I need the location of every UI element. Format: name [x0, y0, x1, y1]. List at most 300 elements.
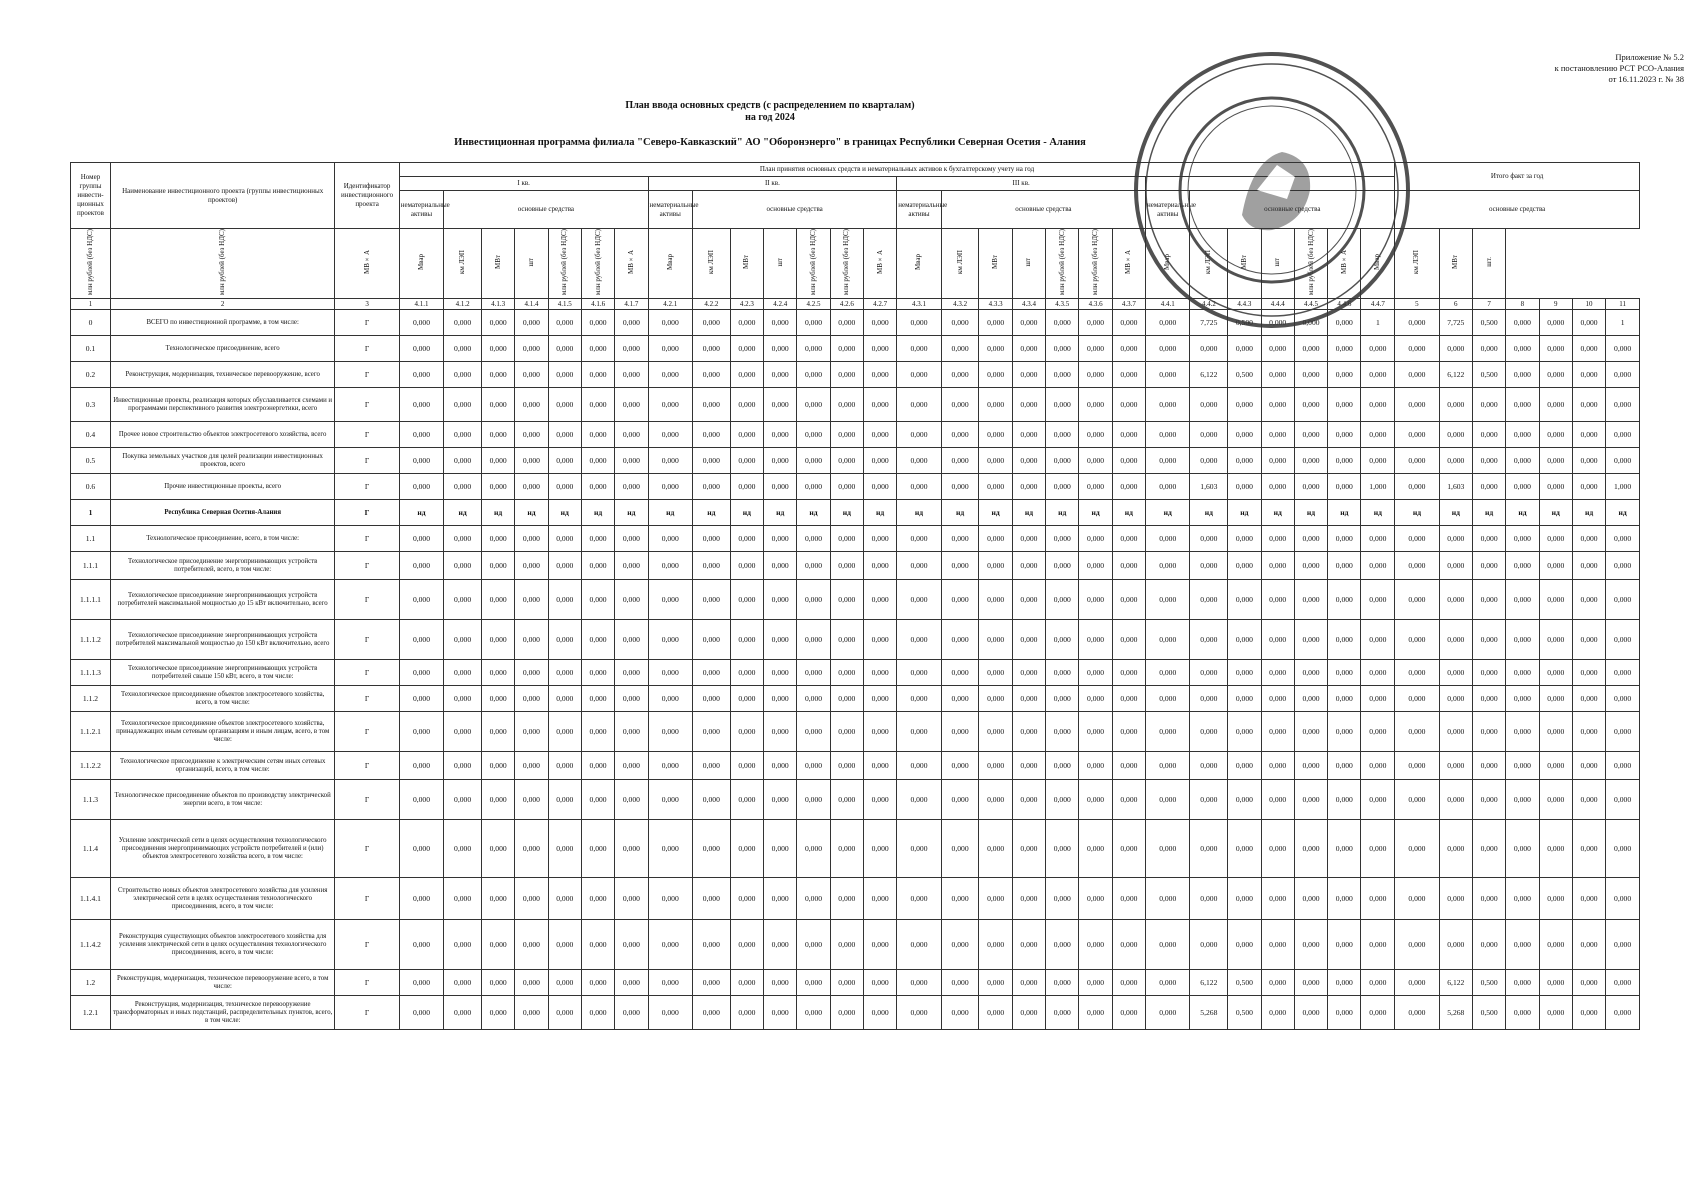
- row-project-name: Республика Северная Осетия-Алания: [110, 500, 334, 526]
- row-value: 0,000: [1361, 780, 1395, 820]
- table-row: [71, 996, 1640, 1030]
- row-value: 0,000: [1261, 448, 1294, 474]
- row-value: нд: [615, 500, 648, 526]
- row-value: 0,000: [615, 752, 648, 780]
- row-value: 0,000: [692, 362, 730, 388]
- row-value: 0,000: [1572, 448, 1605, 474]
- row-value: 0,000: [615, 422, 648, 448]
- row-value: 0,000: [1395, 970, 1439, 996]
- table-row: [71, 336, 1640, 362]
- column-number: 4.3.6: [1079, 299, 1112, 310]
- row-value: 0,000: [941, 780, 979, 820]
- row-value: 0,000: [1294, 686, 1327, 712]
- row-value: 0,000: [648, 752, 692, 780]
- header-unit: [1361, 229, 1395, 299]
- row-value: 0,000: [830, 526, 863, 552]
- header-unit-label: МВ×А: [362, 250, 371, 274]
- header-unit: [1395, 229, 1439, 299]
- row-value: 0,000: [481, 336, 514, 362]
- header-unit: [110, 229, 334, 299]
- row-value: 0,000: [1012, 620, 1045, 660]
- row-value: 0,000: [1228, 448, 1261, 474]
- row-identifier: Г: [335, 920, 399, 970]
- row-number: 1.1.2: [71, 686, 111, 712]
- row-value: 0,000: [481, 362, 514, 388]
- header-unit: [1228, 229, 1261, 299]
- row-value: 0,000: [481, 970, 514, 996]
- row-value: 0,000: [941, 712, 979, 752]
- row-value: 0,000: [648, 920, 692, 970]
- row-value: 0,000: [897, 526, 941, 552]
- row-value: 0,000: [1328, 580, 1361, 620]
- row-value: 0,000: [1079, 448, 1112, 474]
- row-value: 0,000: [615, 996, 648, 1030]
- row-value: 0,000: [581, 920, 614, 970]
- row-value: 0,000: [515, 752, 548, 780]
- row-value: 0,000: [1112, 970, 1145, 996]
- row-number: 1.1.3: [71, 780, 111, 820]
- row-value: 0,000: [1506, 580, 1539, 620]
- investment-table-wrapper: [70, 162, 1640, 1030]
- row-value: 0,000: [615, 660, 648, 686]
- row-value: 0,000: [399, 752, 443, 780]
- row-value: 0,000: [615, 620, 648, 660]
- row-identifier: Г: [335, 474, 399, 500]
- row-value: 0,000: [797, 970, 830, 996]
- row-value: 0,000: [979, 580, 1012, 620]
- row-value: 0,000: [897, 820, 941, 878]
- header-unit-label: МВ×А: [875, 250, 884, 274]
- row-value: 0,000: [1328, 878, 1361, 920]
- row-value: 0,000: [830, 878, 863, 920]
- row-value: 0,000: [615, 336, 648, 362]
- row-value: 0,000: [1112, 526, 1145, 552]
- row-value: 0,000: [1439, 336, 1472, 362]
- column-number: 10: [1572, 299, 1605, 310]
- row-value: 0,000: [764, 920, 797, 970]
- row-value: 0,000: [1294, 310, 1327, 336]
- row-value: 0,000: [648, 336, 692, 362]
- row-identifier: Г: [335, 712, 399, 752]
- row-value: 0,000: [1079, 422, 1112, 448]
- row-value: 0,000: [1046, 996, 1079, 1030]
- row-value: 0,000: [1046, 336, 1079, 362]
- row-value: нд: [1012, 500, 1045, 526]
- row-number: 1.1.1.1: [71, 580, 111, 620]
- row-value: 0,000: [1472, 878, 1505, 920]
- row-value: 0,500: [1472, 310, 1505, 336]
- row-value: 0,000: [941, 920, 979, 970]
- row-value: 0,000: [941, 336, 979, 362]
- header-unit: [648, 229, 692, 299]
- row-value: 0,000: [1439, 878, 1472, 920]
- row-identifier: Г: [335, 552, 399, 580]
- row-value: 0,000: [1112, 996, 1145, 1030]
- row-value: 0,000: [1472, 336, 1505, 362]
- row-value: 0,000: [1146, 660, 1190, 686]
- row-value: 0,000: [615, 448, 648, 474]
- header-unit-label: МВ×А: [1124, 250, 1133, 274]
- row-value: 0,000: [863, 820, 896, 878]
- table-row: [71, 660, 1640, 686]
- row-value: 0,000: [444, 552, 482, 580]
- row-value: 0,000: [830, 580, 863, 620]
- row-value: 0,000: [1012, 712, 1045, 752]
- row-value: 0,000: [548, 752, 581, 780]
- row-value: 0,000: [1439, 620, 1472, 660]
- row-value: 0,000: [1228, 580, 1261, 620]
- row-number: 0.1: [71, 336, 111, 362]
- row-value: 0,000: [1361, 660, 1395, 686]
- row-value: 0,000: [897, 422, 941, 448]
- row-value: 0,000: [648, 552, 692, 580]
- row-value: 0,000: [897, 660, 941, 686]
- row-value: 0,000: [1328, 752, 1361, 780]
- row-value: нд: [941, 500, 979, 526]
- row-value: 0,000: [515, 526, 548, 552]
- row-value: 0,000: [1395, 996, 1439, 1030]
- column-number: 4.4.6: [1328, 299, 1361, 310]
- column-number: 4.4.1: [1146, 299, 1190, 310]
- row-value: 0,000: [897, 970, 941, 996]
- row-value: 0,000: [1395, 310, 1439, 336]
- row-value: нд: [1361, 500, 1395, 526]
- row-project-name: Технологическое присоединение объектов по производству электрической энергии всего, в том числе:: [110, 780, 334, 820]
- row-value: 0,000: [1395, 388, 1439, 422]
- row-project-name: Технологическое присоединение энергопринимающих устройств потребителей свыше 150 кВт, всего, в том числе:: [110, 660, 334, 686]
- row-project-name: Технологическое присоединение к электрическим сетям иных сетевых организаций, всего, в том числе:: [110, 752, 334, 780]
- column-number: 4.3.2: [941, 299, 979, 310]
- header-unit-label: МВ×А: [626, 250, 635, 274]
- column-number: 4.2.3: [730, 299, 763, 310]
- row-value: 0,000: [1395, 580, 1439, 620]
- row-value: 0,000: [1190, 336, 1228, 362]
- row-value: 0,000: [548, 388, 581, 422]
- row-value: 0,000: [1395, 552, 1439, 580]
- row-value: 0,000: [1328, 660, 1361, 686]
- row-value: 0,000: [1395, 362, 1439, 388]
- row-value: 0,000: [979, 422, 1012, 448]
- row-value: 0,000: [444, 996, 482, 1030]
- table-row: [71, 388, 1640, 422]
- row-number: 1.1.2.2: [71, 752, 111, 780]
- row-value: 0,000: [1012, 686, 1045, 712]
- row-value: 0,000: [1261, 552, 1294, 580]
- row-value: 0,000: [581, 552, 614, 580]
- row-value: 0,000: [1506, 878, 1539, 920]
- row-value: 0,000: [399, 686, 443, 712]
- row-value: 0,000: [1079, 970, 1112, 996]
- row-value: 0,000: [444, 820, 482, 878]
- row-value: 0,000: [515, 552, 548, 580]
- row-value: 7,725: [1439, 310, 1472, 336]
- row-value: 0,000: [481, 686, 514, 712]
- row-value: 0,000: [897, 362, 941, 388]
- row-value: 0,000: [481, 752, 514, 780]
- row-value: 0,000: [481, 620, 514, 660]
- row-value: 0,000: [1361, 878, 1395, 920]
- row-value: 0,000: [730, 660, 763, 686]
- row-value: 0,000: [897, 580, 941, 620]
- row-value: 1,603: [1439, 474, 1472, 500]
- row-value: нд: [1395, 500, 1439, 526]
- row-value: 0,000: [1539, 422, 1572, 448]
- row-value: 0,000: [581, 310, 614, 336]
- row-value: 0,000: [615, 552, 648, 580]
- row-value: 0,000: [941, 686, 979, 712]
- row-value: 0,000: [941, 752, 979, 780]
- row-value: 0,000: [1079, 310, 1112, 336]
- row-value: 0,000: [764, 620, 797, 660]
- row-value: 0,000: [399, 620, 443, 660]
- row-value: 0,000: [1190, 752, 1228, 780]
- column-number: 7: [1472, 299, 1505, 310]
- row-value: нд: [730, 500, 763, 526]
- header-unit-label: км ЛЭП: [458, 250, 467, 275]
- row-value: 0,000: [1395, 526, 1439, 552]
- header-unit-label: шт.: [1484, 257, 1493, 267]
- row-value: 6,122: [1439, 970, 1472, 996]
- row-value: 0,000: [1606, 580, 1640, 620]
- title-line-2: на год 2024: [745, 112, 795, 123]
- row-value: 0,000: [1261, 388, 1294, 422]
- row-value: 0,000: [979, 474, 1012, 500]
- row-value: 0,000: [615, 474, 648, 500]
- row-value: 0,000: [1112, 878, 1145, 920]
- row-project-name: Технологическое присоединение объектов электросетевого хозяйства, принадлежащих иным сетевым организациям и иным лицам, всего, в том числе:: [110, 712, 334, 752]
- row-value: 0,000: [399, 878, 443, 920]
- header-unit: [335, 229, 399, 299]
- annex-note: [1474, 52, 1684, 85]
- row-value: 0,000: [1572, 920, 1605, 970]
- column-number: 8: [1506, 299, 1539, 310]
- row-value: 0,000: [1146, 878, 1190, 920]
- row-value: 0,000: [515, 448, 548, 474]
- header-intangible: нематериальные активы: [897, 191, 941, 229]
- row-value: 0,000: [1146, 362, 1190, 388]
- row-value: 0,000: [1361, 422, 1395, 448]
- row-value: нд: [1539, 500, 1572, 526]
- row-project-name: Реконструкция, модернизация, техническое перевооружение трансформаторных и иных подстанций, распределительных пунктов, всего, в том числе:: [110, 996, 334, 1030]
- row-value: 0,000: [481, 660, 514, 686]
- row-value: 0,000: [1190, 660, 1228, 686]
- row-value: 0,000: [444, 660, 482, 686]
- row-value: 0,000: [897, 474, 941, 500]
- row-value: 0,000: [1079, 362, 1112, 388]
- row-value: 0,000: [481, 920, 514, 970]
- row-value: 0,000: [548, 878, 581, 920]
- column-number: 4.1.6: [581, 299, 614, 310]
- row-value: 0,000: [1261, 970, 1294, 996]
- row-value: 0,000: [1228, 712, 1261, 752]
- row-value: 0,500: [1228, 310, 1261, 336]
- row-value: 0,000: [1572, 712, 1605, 752]
- row-value: 0,000: [548, 970, 581, 996]
- header-unit-label: млн рублей (без НДС): [218, 229, 227, 296]
- row-value: 0,000: [515, 388, 548, 422]
- row-value: 5,268: [1190, 996, 1228, 1030]
- row-value: 0,000: [1294, 552, 1327, 580]
- row-value: 0,000: [979, 712, 1012, 752]
- row-value: 0,000: [1361, 388, 1395, 422]
- row-value: 0,000: [1606, 552, 1640, 580]
- row-value: 0,000: [1190, 878, 1228, 920]
- row-value: 0,000: [730, 996, 763, 1030]
- row-value: 0,000: [730, 780, 763, 820]
- row-number: 1.1.4: [71, 820, 111, 878]
- row-value: 0,000: [897, 336, 941, 362]
- row-value: 0,000: [1294, 970, 1327, 996]
- row-value: 0,000: [941, 448, 979, 474]
- row-value: 0,000: [979, 552, 1012, 580]
- header-unit-label: МВт: [1451, 255, 1460, 269]
- row-value: 0,000: [1112, 422, 1145, 448]
- row-value: 0,000: [797, 362, 830, 388]
- row-value: 0,000: [581, 388, 614, 422]
- row-value: 0,000: [1294, 580, 1327, 620]
- row-value: 0,000: [515, 686, 548, 712]
- table-row: [71, 422, 1640, 448]
- header-group-num: Номер группы инвести-ционных проектов: [71, 163, 111, 229]
- row-value: 0,000: [797, 526, 830, 552]
- row-value: 0,000: [1190, 422, 1228, 448]
- row-value: 0,000: [1046, 920, 1079, 970]
- row-value: 0,000: [1112, 448, 1145, 474]
- row-value: 0,000: [1146, 620, 1190, 660]
- row-value: нд: [692, 500, 730, 526]
- row-value: 0,000: [797, 388, 830, 422]
- row-value: 0,000: [1012, 526, 1045, 552]
- header-quarter-1: I кв.: [399, 177, 648, 191]
- header-unit-label: МВт: [742, 255, 751, 269]
- row-value: 0,000: [1606, 970, 1640, 996]
- row-value: 0,000: [1294, 422, 1327, 448]
- column-number: 4.2.5: [797, 299, 830, 310]
- row-value: 0,000: [515, 310, 548, 336]
- document-title: [380, 100, 1160, 148]
- row-value: 0,000: [1361, 336, 1395, 362]
- row-value: 0,000: [1539, 620, 1572, 660]
- row-value: 0,000: [1328, 552, 1361, 580]
- row-value: 0,000: [1228, 780, 1261, 820]
- row-value: 0,000: [897, 448, 941, 474]
- row-value: 0,000: [1439, 388, 1472, 422]
- row-value: 0,000: [648, 780, 692, 820]
- row-identifier: Г: [335, 752, 399, 780]
- row-value: 0,000: [692, 310, 730, 336]
- header-unit-label: млн рублей (без НДС): [842, 229, 851, 296]
- row-value: 0,000: [897, 920, 941, 970]
- header-unit: [1439, 229, 1472, 299]
- row-number: 0.3: [71, 388, 111, 422]
- header-unit: [1112, 229, 1145, 299]
- row-value: 0,000: [863, 780, 896, 820]
- row-value: 0,000: [1395, 660, 1439, 686]
- row-value: 1: [1361, 310, 1395, 336]
- column-number: 4.4.3: [1228, 299, 1261, 310]
- row-value: 0,000: [1012, 660, 1045, 686]
- row-value: 0,000: [979, 686, 1012, 712]
- row-value: 0,000: [615, 580, 648, 620]
- row-value: 0,000: [979, 970, 1012, 996]
- row-value: 0,000: [1572, 310, 1605, 336]
- row-value: 0,000: [548, 448, 581, 474]
- row-value: 0,000: [797, 820, 830, 878]
- row-value: 0,000: [863, 752, 896, 780]
- row-value: 0,000: [1572, 820, 1605, 878]
- row-value: 0,000: [1472, 752, 1505, 780]
- title-line-3: Инвестиционная программа филиала "Северо-Кавказский" АО "Оборонэнерго" в границах Республики Северная Осетия - Алания: [454, 137, 1086, 148]
- row-value: 0,000: [897, 996, 941, 1030]
- row-value: 0,000: [764, 780, 797, 820]
- row-value: 0,000: [1146, 712, 1190, 752]
- row-identifier: Г: [335, 500, 399, 526]
- row-value: 0,000: [1606, 336, 1640, 362]
- row-value: 0,000: [692, 580, 730, 620]
- row-value: нд: [481, 500, 514, 526]
- row-value: 0,000: [1328, 970, 1361, 996]
- row-value: 0,000: [692, 660, 730, 686]
- table-row: [71, 686, 1640, 712]
- row-value: нд: [1572, 500, 1605, 526]
- row-value: 0,000: [730, 448, 763, 474]
- row-value: 0,500: [1228, 970, 1261, 996]
- row-value: 0,000: [648, 820, 692, 878]
- row-value: 0,000: [1261, 660, 1294, 686]
- row-value: 0,000: [481, 448, 514, 474]
- row-value: 0,000: [615, 712, 648, 752]
- row-value: 0,000: [1395, 920, 1439, 970]
- row-project-name: Реконструкция существующих объектов электросетевого хозяйства для усиления электрической сети в целях осуществления технологического присоединения, всего, в том числе:: [110, 920, 334, 970]
- column-number: 4.2.2: [692, 299, 730, 310]
- header-unit: [1146, 229, 1190, 299]
- header-intangible: нематериальные активы: [399, 191, 443, 229]
- row-value: 0,000: [1190, 920, 1228, 970]
- row-identifier: Г: [335, 336, 399, 362]
- row-value: 0,000: [1261, 996, 1294, 1030]
- row-value: 0,000: [1572, 620, 1605, 660]
- row-value: 0,000: [1328, 310, 1361, 336]
- header-unit-label: млн рублей (без НДС): [593, 229, 602, 296]
- row-value: 0,000: [1439, 526, 1472, 552]
- row-value: 1,603: [1190, 474, 1228, 500]
- row-value: 0,000: [1046, 970, 1079, 996]
- row-value: 0,000: [1190, 686, 1228, 712]
- row-value: 0,000: [1146, 388, 1190, 422]
- row-value: 0,000: [581, 448, 614, 474]
- row-value: 0,000: [1328, 780, 1361, 820]
- row-value: 0,000: [1606, 422, 1640, 448]
- header-unit: [1472, 229, 1505, 299]
- row-number: 0.2: [71, 362, 111, 388]
- row-value: 0,000: [764, 878, 797, 920]
- row-value: 0,000: [941, 970, 979, 996]
- row-value: 0,000: [1472, 620, 1505, 660]
- row-value: 0,000: [1228, 526, 1261, 552]
- row-value: 0,000: [481, 780, 514, 820]
- row-value: 0,000: [1012, 310, 1045, 336]
- row-value: 0,000: [1294, 920, 1327, 970]
- row-value: 0,000: [692, 920, 730, 970]
- row-value: нд: [797, 500, 830, 526]
- row-value: 0,000: [1395, 336, 1439, 362]
- header-unit: [897, 229, 941, 299]
- row-value: нд: [1228, 500, 1261, 526]
- row-value: 0,000: [648, 620, 692, 660]
- row-value: 0,000: [648, 686, 692, 712]
- row-value: 0,000: [1046, 878, 1079, 920]
- row-identifier: Г: [335, 580, 399, 620]
